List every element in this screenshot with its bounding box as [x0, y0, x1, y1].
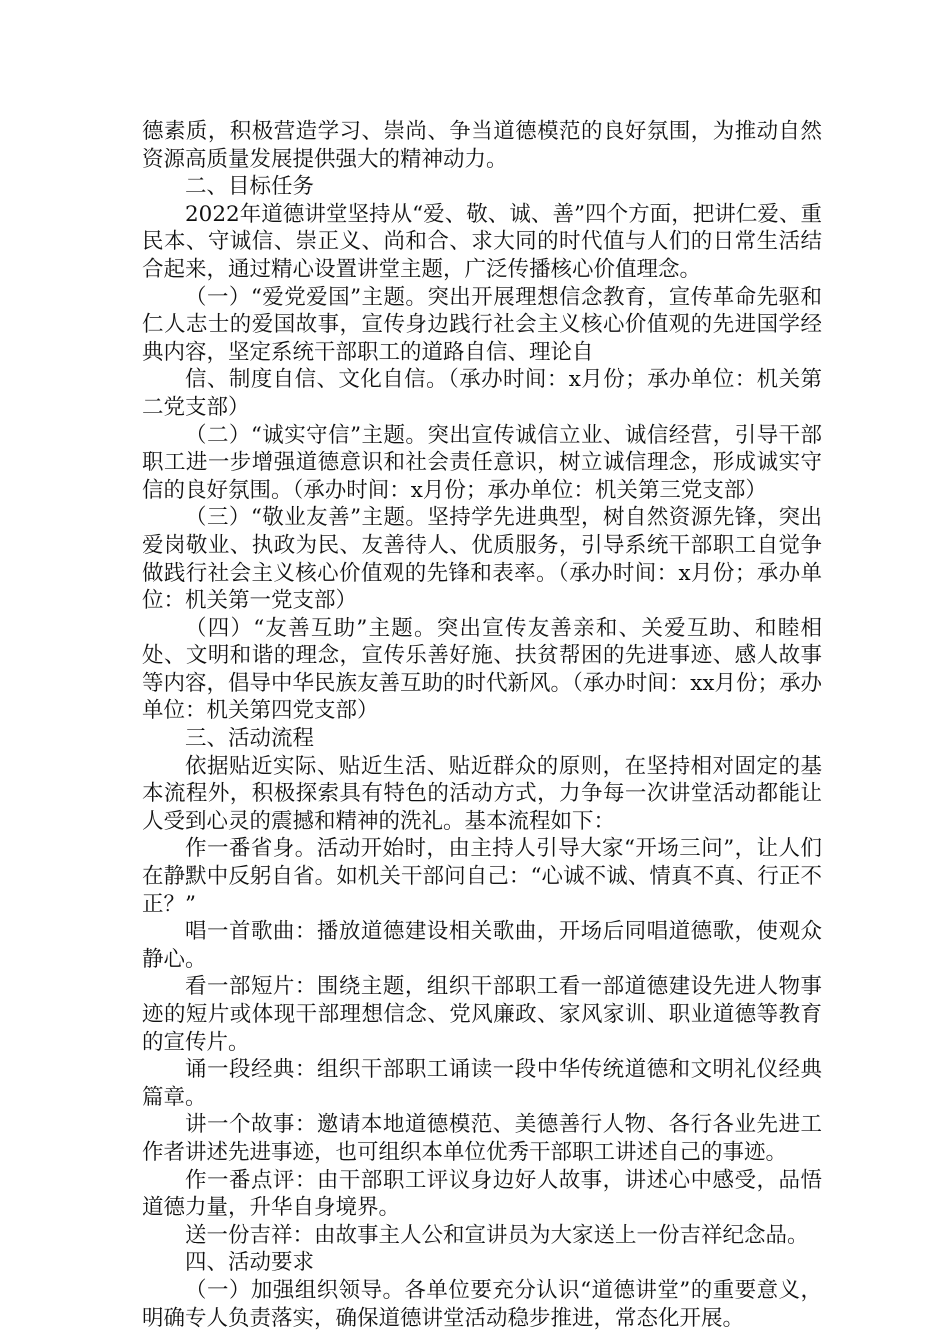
paragraph-step-watch: 看一部短片：围绕主题，组织干部职工看一部道德建设先进人物事迹的短片或体现干部理想信念、党风廉政、家风家训、职业道德等教育的宣传片。 — [142, 974, 822, 1055]
paragraph-theme-2: （二）“诚实守信”主题。突出宣传诚信立业、诚信经营，引导干部职工进一步增强道德意识和社会责任意识，树立诚信理念，形成诚实守信的良好氛围。（承办时间：x月份；承办单位：机关第三党支部） — [142, 422, 822, 503]
paragraph-theme-3: （三）“敬业友善”主题。坚持学先进典型，树自然资源先锋，突出爱岗敬业、执政为民、友善待人、优质服务，引导系统干部职工自觉争做践行社会主义核心价值观的先锋和表率。（承办时间：x月份；承办单位：机关第一党支部） — [142, 505, 822, 614]
paragraph-theme-4: （四）“友善互助”主题。突出宣传友善亲和、关爱互助、和睦相处、文明和谐的理念，宣传乐善好施、扶贫帮困的先进事迹、感人故事等内容，倡导中华民族友善互助的时代新风。（承办时间：xx月份；承办单位：机关第四党支部） — [142, 615, 823, 724]
paragraph-step-gift: 送一份吉祥：由故事主人公和宣讲员为大家送上一份吉祥纪念品。 — [185, 1222, 809, 1248]
paragraph-step-comment: 作一番点评：由干部职工评议身边好人故事，讲述心中感受，品悟道德力量，升华自身境界。 — [142, 1167, 822, 1221]
paragraph-requirement-1: （一）加强组织领导。各单位要充分认识“道德讲堂”的重要意义，明确专人负责落实，确保道德讲堂活动稳步推进，常态化开展。 — [142, 1277, 822, 1331]
section-heading-goals: 二、目标任务 — [185, 174, 315, 200]
section-heading-requirements: 四、活动要求 — [185, 1250, 315, 1276]
paragraph-step-recite: 诵一段经典：组织干部职工诵读一段中华传统道德和文明礼仪经典篇章。 — [142, 1057, 822, 1110]
paragraph-step-sing: 唱一首歌曲：播放道德建设相关歌曲，开场后同唱道德歌，使观众静心。 — [142, 919, 822, 972]
paragraph-intro-continuation: 德素质，积极营造学习、崇尚、争当道德模范的良好氛围，为推动自然资源高质量发展提供强大的精神动力。 — [142, 119, 822, 172]
paragraph-theme-1-continuation: 信、制度自信、文化自信。（承办时间：x月份；承办单位：机关第二党支部） — [142, 367, 822, 420]
section-heading-process: 三、活动流程 — [185, 726, 315, 752]
paragraph-process-overview: 依据贴近实际、贴近生活、贴近群众的原则，在坚持相对固定的基本流程外，积极探索具有特色的活动方式，力争每一次讲堂活动都能让人受到心灵的震撼和精神的洗礼。基本流程如下： — [142, 753, 822, 834]
paragraph-step-story: 讲一个故事：邀请本地道德模范、美德善行人物、各行各业先进工作者讲述先进事迹，也可组织本单位优秀干部职工讲述自己的事迹。 — [142, 1112, 822, 1165]
document-body — [142, 118, 822, 1332]
paragraph-goals-overview: 2022年道德讲堂坚持从“爱、敬、诚、善”四个方面，把讲仁爱、重民本、守诚信、崇正义、尚和合、求大同的时代值与人们的日常生活结合起来，通过精心设置讲堂主题，广泛传播核心价值理念。 — [142, 201, 822, 282]
paragraph-step-reflect: 作一番省身。活动开始时，由主持人引导大家“开场三问”，让人们在静默中反躬自省。如机关干部问自己：“心诚不诚、情真不真、行正不正？” — [142, 836, 822, 917]
paragraph-theme-1: （一）“爱党爱国”主题。突出开展理想信念教育，宣传革命先驱和仁人志士的爱国故事，宣传身边践行社会主义核心价值观的先进国学经典内容，坚定系统干部职工的道路自信、理论自 — [142, 284, 822, 365]
